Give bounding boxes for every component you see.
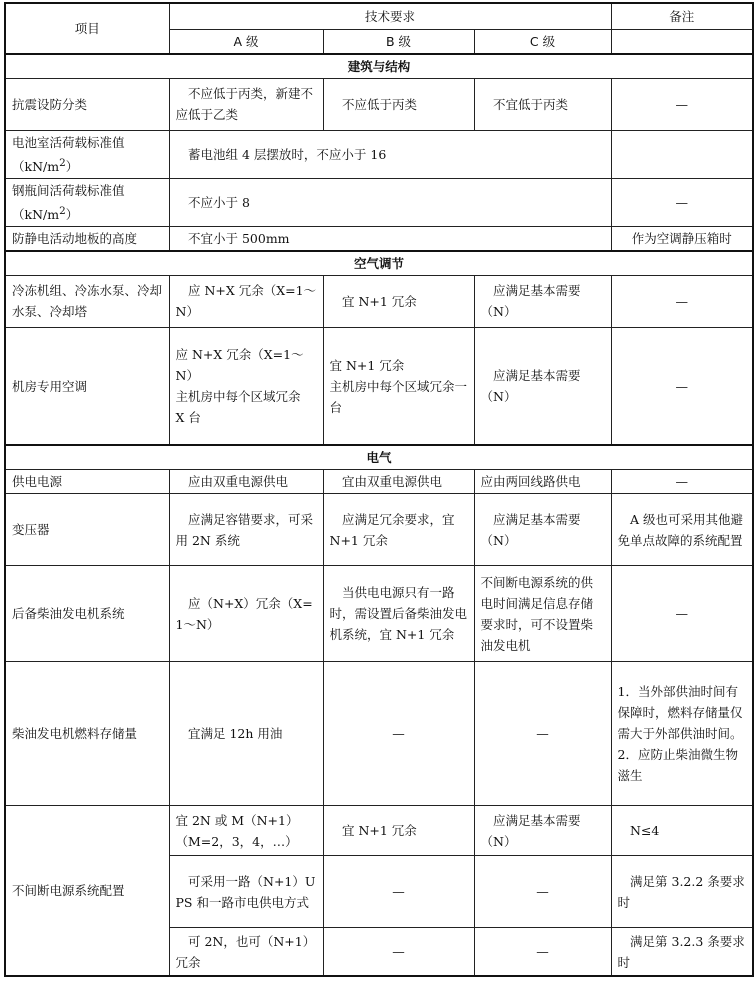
chiller-a: 应 N+X 冗余（X=1～N）	[169, 275, 323, 327]
header-level-b: B 级	[323, 29, 474, 54]
item-crac: 机房专用空调	[5, 327, 169, 445]
item-chiller: 冷冻机组、冷冻水泵、冷却水泵、冷却塔	[5, 275, 169, 327]
item-transformer: 变压器	[5, 494, 169, 566]
ups-r2-a: 可采用一路（N+1）UPS 和一路市电供电方式	[169, 856, 323, 928]
transformer-b: 应满足冗余要求，宜 N+1 冗余	[323, 494, 474, 566]
fuel-c: —	[474, 662, 611, 806]
requirements-table	[4, 2, 754, 977]
transformer-remark: A 级也可采用其他避免单点故障的系统配置	[611, 494, 753, 566]
item-seismic: 抗震设防分类	[5, 78, 169, 130]
row-diesel	[5, 566, 753, 662]
crac-remark: —	[611, 327, 753, 445]
header-tech: 技术要求	[169, 3, 611, 29]
row-battery	[5, 130, 753, 178]
row-transformer	[5, 494, 753, 566]
transformer-c: 应满足基本需要（N）	[474, 494, 611, 566]
header-level-c: C 级	[474, 29, 611, 54]
diesel-b: 当供电电源只有一路时，需设置后备柴油发电机系统，宜 N+1 冗余	[323, 566, 474, 662]
item-cylinder: 钢瓶间活荷载标准值 $(kN/m^2)$	[5, 178, 169, 226]
row-chiller	[5, 275, 753, 327]
ups-r3-a: 可 2N，也可（N+1）冗余	[169, 928, 323, 976]
seismic-b: 不应低于丙类	[323, 78, 474, 130]
item-power: 供电电源	[5, 470, 169, 494]
power-c: 应由两回线路供电	[474, 470, 611, 494]
item-ups: 不间断电源系统配置	[5, 806, 169, 976]
chiller-b: 宜 N+1 冗余	[323, 275, 474, 327]
item-floor: 防静电活动地板的高度	[5, 226, 169, 251]
header-item: 项目	[5, 3, 169, 54]
battery-abc: 蓄电池组 4 层摆放时，不应小于 16	[169, 130, 611, 178]
row-seismic	[5, 78, 753, 130]
row-fuel	[5, 662, 753, 806]
diesel-a: 应（N+X）冗余（X=1～N）	[169, 566, 323, 662]
power-a: 应由双重电源供电	[169, 470, 323, 494]
item-diesel: 后备柴油发电机系统	[5, 566, 169, 662]
floor-remark: 作为空调静压箱时	[611, 226, 753, 251]
section-aircon: 空气调节	[5, 251, 753, 276]
header-remark: 备注	[611, 3, 753, 29]
row-crac	[5, 327, 753, 445]
ups-r3-c: —	[474, 928, 611, 976]
crac-c: 应满足基本需要（N）	[474, 327, 611, 445]
seismic-a: 不应低于丙类，新建不应低于乙类	[169, 78, 323, 130]
transformer-a: 应满足容错要求，可采用 2N 系统	[169, 494, 323, 566]
ups-r3-remark: 满足第 3.2.3 条要求时	[611, 928, 753, 976]
cylinder-abc: 不应小于 8	[169, 178, 611, 226]
row-ups-1	[5, 806, 753, 856]
section-electric: 电气	[5, 445, 753, 470]
fuel-remark: 1．当外部供油时间有保障时，燃料存储量仅需大于外部供油时间。 2．应防止柴油微生物滋生	[611, 662, 753, 806]
row-power	[5, 470, 753, 494]
diesel-remark: —	[611, 566, 753, 662]
row-floor	[5, 226, 753, 251]
ups-r1-c: 应满足基本需要（N）	[474, 806, 611, 856]
ups-r1-b: 宜 N+1 冗余	[323, 806, 474, 856]
chiller-remark: —	[611, 275, 753, 327]
row-cylinder	[5, 178, 753, 226]
ups-r1-remark: N≤4	[611, 806, 753, 856]
crac-a: 应 N+X 冗余（X=1～N） 主机房中每个区域冗余 X 台	[169, 327, 323, 445]
fuel-a: 宜满足 12h 用油	[169, 662, 323, 806]
ups-r2-remark: 满足第 3.2.2 条要求时	[611, 856, 753, 928]
ups-r1-a: 宜 2N 或 M（N+1） （M=2，3，4，…）	[169, 806, 323, 856]
floor-abc: 不宜小于 500mm	[169, 226, 611, 251]
chiller-c: 应满足基本需要（N）	[474, 275, 611, 327]
cylinder-remark: —	[611, 178, 753, 226]
crac-b: 宜 N+1 冗余 主机房中每个区域冗余一台	[323, 327, 474, 445]
ups-r2-c: —	[474, 856, 611, 928]
header-remark-blank	[611, 29, 753, 54]
fuel-b: —	[323, 662, 474, 806]
diesel-c: 不间断电源系统的供电时间满足信息存储要求时，可不设置柴油发电机	[474, 566, 611, 662]
item-battery: 电池室活荷载标准值 $(kN/m^2)$	[5, 130, 169, 178]
header-level-a: A 级	[169, 29, 323, 54]
power-remark: —	[611, 470, 753, 494]
ups-r3-b: —	[323, 928, 474, 976]
seismic-remark: —	[611, 78, 753, 130]
ups-r2-b: —	[323, 856, 474, 928]
item-fuel: 柴油发电机燃料存储量	[5, 662, 169, 806]
battery-remark	[611, 130, 753, 178]
seismic-c: 不宜低于丙类	[474, 78, 611, 130]
section-building: 建筑与结构	[5, 54, 753, 79]
power-b: 宜由双重电源供电	[323, 470, 474, 494]
